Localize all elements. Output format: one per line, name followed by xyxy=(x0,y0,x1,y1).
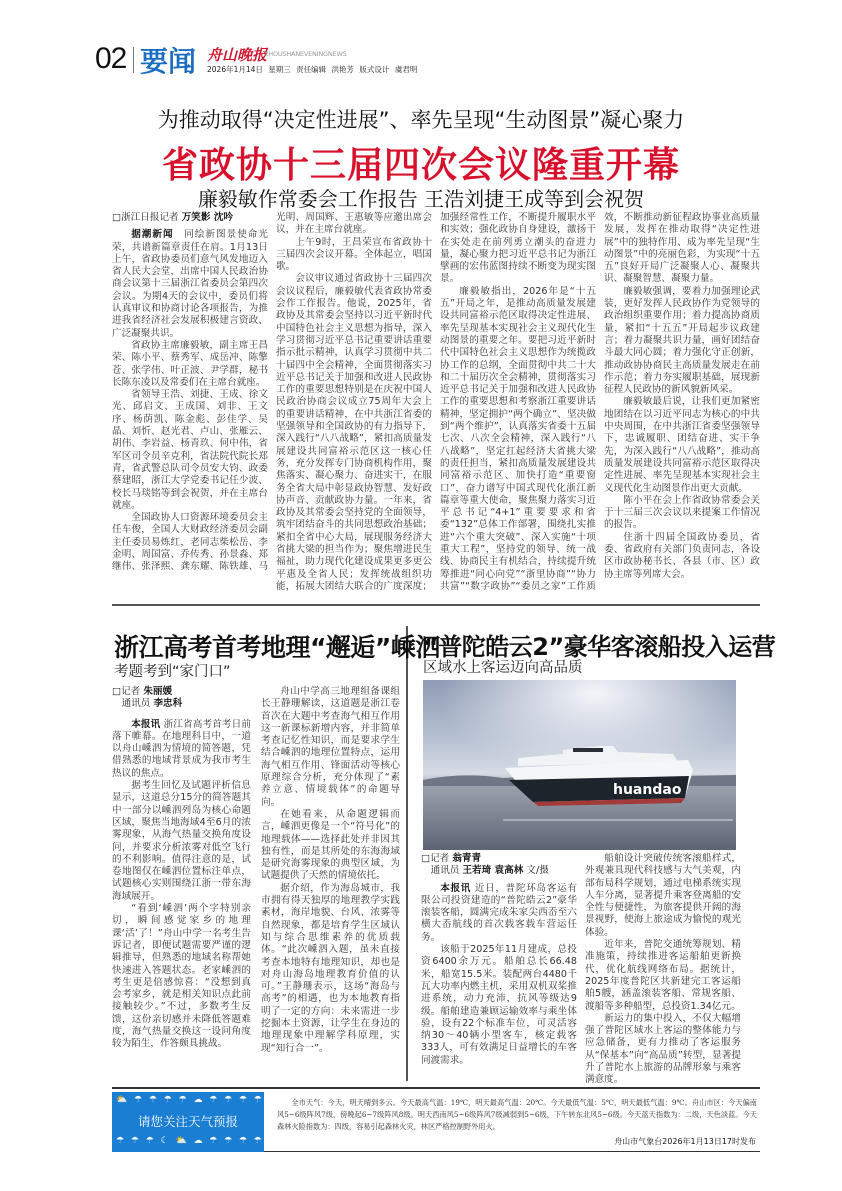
byline-prefix: □记者 xyxy=(112,686,141,697)
lead-headline: 省政协十三届四次会议隆重开幕 xyxy=(161,145,680,186)
ferry-photo xyxy=(423,680,736,850)
page-number: 02 xyxy=(95,42,127,75)
cloud-rain-icon: ☂ xyxy=(116,1136,125,1146)
cloud-rain-icon: ☂ xyxy=(163,1095,172,1105)
lead-kicker: 为推动取得“决定性进展”、率先呈现“生动图景”凝心聚力 xyxy=(157,108,685,132)
paragraph: 近年来，普陀交通统筹规划、精准施策，持续推进客运船舶更新换代，优化航线网络布局。据统计，2025年度普陀区共新建完工客运船舶5艘，涵盖滚装客船、常规客船、渡船等多种船型，总投资1.34亿元。 xyxy=(585,939,741,1012)
paragraph: 廉毅敏最后说，让我们更加紧密地团结在以习近平同志为核心的中共中央周围，在中共浙江省委坚强领导下，忠诚履职、团结奋进、实干争先，为深入践行“八八战略”，推动高质量发展建设共同富裕示范区取得决定性进展、率先呈现基本实现社会主义现代化生动图景作出更大贡献。 xyxy=(604,396,760,494)
byline-prefix: □记者 xyxy=(421,853,450,864)
exam-article-body xyxy=(112,686,400,1055)
cloud-rain-icon: ☂ xyxy=(130,1136,139,1146)
ferry-article-body xyxy=(421,853,741,1087)
paragraph: 廉毅敏强调，要着力加强理论武装，更好发挥人民政协作为党领导的政治组织重要作用；着力提高协商质量，紧扣“十五五”开局起步议政建言；着力凝聚共识力量，画好团结奋斗最大同心圆；着力强化守正创新，推动政协协商民主高质量发展走在前作示范；着力夯实履职基础，展现新征程人民政协的新风貌新风采。 xyxy=(604,285,760,396)
cloud-rain-icon: ☂ xyxy=(238,1136,248,1146)
byline-name: 李忠科 xyxy=(153,698,183,710)
newspaper-logo-en: ZHOUSHANEVENINGNEWS xyxy=(264,50,347,58)
section-divider xyxy=(112,604,760,606)
ferry-photo-drawing xyxy=(423,680,736,850)
cloud-rain-icon: ☂ xyxy=(209,1136,218,1146)
cloud-rain-icon: ☂ xyxy=(134,1095,143,1105)
cloud-rain-icon: ☂ xyxy=(148,1095,157,1105)
ferry-subhead: 区域水上客运迈向高品质 xyxy=(423,660,583,676)
weather-box xyxy=(112,1092,760,1152)
lead-source: 据潮新闻 xyxy=(131,229,174,241)
cloud-icon: ☁ xyxy=(193,1136,203,1146)
paragraph: 廉毅敏指出，2026年是“十五五”开局之年，是推动高质量发展建设共同富裕示范区取得决定性进展、率先呈现基本实现社会主义现代化生动图景的重要之年。要把习近平新时代中国特色社会主义思想作为统揽政协工作的总纲，全面贯彻中共二十大和二十届历次全会精神，贯彻落实习近平总书记关于加强和改进人民政协工作的重要思想和考察浙江重要讲话精神，坚定拥护“两个确立”、坚决做到“两个维护”，认真落实省委十五届七次、八次全会精神，深入践行“八八战略”，坚定扛起经济大省挑大梁的责任担当，紧扣高质量发展建设共同富裕示范区、加快打造“重要窗口”，奋力谱写中国式现代化浙江新篇章等重大使命，聚焦聚力落实习近平总书记“4+1”重要要求和省委“132”总体工作部署，围绕扎实推进“六个重大突破”、深入实施“十项重大工程”，坚持党的领导、统一战线、协商民主有机结合，持续提升统筹推进“同心向党”“浙里协商”“协力共富”“数字政协”“委员之家”工作质效，不断推动新征程政协事业高质量发展，发挥在推动取得“决定性进展”中的独特作用、成为率先呈现“生动图景”中的亮丽色彩，为实现“十五五”良好开局广泛凝聚人心、凝聚共识、凝聚智慧、凝聚力量。 xyxy=(440,212,760,592)
spacer xyxy=(112,711,251,719)
weather-forecast-text: 全市天气：今天，明天晴到多云。今天最高气温：19℃，明天最高气温：20℃。今天最低气温：5℃，明天最低气温：9℃。舟山市区：今天偏南风5~6级阵风7级，傍晚起6~7级阵风8级。明天西南风5~6级阵风7级减弱到5~6级，下午转东北风5~6级。今天蓝天指数为：二级，天色淡蓝。今天森林火险指数为：四级，容易引起森林火灾，林区严格控制野外用火。 xyxy=(277,1098,757,1131)
paragraph: 船舶设计突破传统客滚船样式，外观兼具现代科技感与大气美观，内部布局科学规划，通过电梯系统实现人车分离，显著提升乘客登离船的安全性与便捷性，为旅客提供开阔的海景视野，使海上旅途成为愉悦的观光体验。 xyxy=(585,853,741,938)
paragraph: 新运力的集中投入，不仅大幅增强了普陀区域水上客运的整体能力与应急储备，更有力推动了客运服务从“保基本”向“高品质”转型，显著提升了普陀水上旅游的品牌形象与乘客满意度。 xyxy=(585,1012,741,1086)
exam-byline-corr xyxy=(112,698,251,710)
cloud-rain-icon: ☂ xyxy=(253,1095,262,1105)
lead-source: 本报讯 xyxy=(440,882,472,894)
paragraph: 住浙十四届全国政协委员，省委、省政府有关部门负责同志，各设区市政协秘书长、各县（市、区）政协主席等列席大会。 xyxy=(604,531,760,580)
lead-article-body xyxy=(112,212,760,593)
hull-lettering: huandao xyxy=(613,782,682,798)
byline-prefix: 通讯员 xyxy=(430,865,460,877)
byline-suffix: 文/摄 xyxy=(526,865,549,877)
dateline: 2026年1月14日 星期三 责任编辑 洪艳芳 版式设计 虞君明 xyxy=(207,65,418,74)
paragraph: 上午9时，王昌荣宣布省政协十三届四次会议开幕。全体起立，唱国歌。 xyxy=(276,236,432,273)
cloud-rain-icon: ☂ xyxy=(209,1095,218,1105)
cloud-rain-icon: ☂ xyxy=(145,1136,154,1146)
paragraph: 陈小平在会上作省政协常委会关于十三届三次会议以来提案工作情况的报告。 xyxy=(604,494,760,531)
paragraph-text: 同绘新图景使命光荣，共谱新篇章责任在肩。1月13日上午，省政协委员们意气风发地迈入省人民大会堂，出席中国人民政治协商会议第十三届浙江省委员会第四次会议。为期4天的会议中，委员们将认真审议和协商讨论各项报告，为推进我省经济社会发展积极建言资政、广泛凝聚共识。 xyxy=(112,229,268,339)
moon-icon: ☾ xyxy=(160,1136,169,1146)
lead-byline xyxy=(112,212,268,224)
lead-source: 本报讯 xyxy=(131,718,161,730)
paragraph: “看到‘嵊泗’两个字特别亲切，瞬间感觉家乡的地理课‘活’了！”舟山中学一名考生告诉记者，即便试题需要严谨的逻辑推导，但熟悉的地域名称帮她快速进入答题状态。老家嵊泗的考生更是倍感惊喜：“没想到真会考家乡，就是相关知识点此前接触较少。”不过，多数考生反馈，这份亲切感并未降低答题难度，海气热量交换这一设问角度较为陌生，作答颇具挑战。 xyxy=(112,903,251,1050)
exam-headline: 浙江高考首考地理“邂逅”嵊泗 xyxy=(114,633,440,662)
sun-cloud-icon: ⛅ xyxy=(116,1095,128,1105)
byline-prefix: 通讯员 xyxy=(121,698,151,710)
sun-cloud-icon: ⛅ xyxy=(175,1136,187,1146)
weather-issuer: 舟山市气象台2026年1月13日17时发布 xyxy=(614,1137,756,1146)
cloud-rain-icon: ☂ xyxy=(238,1095,248,1105)
byline-name: 翁青青 xyxy=(452,853,482,864)
paragraph: 舟山中学高三地理组备课组长王静珊解读，这道题是浙江卷首次在大题中考查海气相互作用这一新课标新增内容，并非简单考查记忆性知识，而是要求学生结合嵊泗的地理位置特点，运用海气相互作用、锋面活动等核心原理综合分析，充分体现了“素养立意、情境载体”的命题导向。 xyxy=(261,686,400,808)
exam-subhead: 考题考到“家门口” xyxy=(114,664,231,680)
paragraph: 全国政协人口资源环境委员会主任车俊，全国人大财政经济委员会副主任委员易炼红，老同志柴松岳、李金明、周国富、乔传秀、孙景淼、郑继伟、张泽熙、龚东耀、陈铁雄、马光明、周国辉、王惠敏等应邀出席会议，并在主席台就座。 xyxy=(112,212,432,573)
ferry-byline-reporter xyxy=(421,853,577,865)
section-title: 要闻 xyxy=(140,45,197,78)
cloud-rain-icon: ☂ xyxy=(224,1136,233,1146)
weather-banner xyxy=(112,1092,264,1152)
paragraph: 该船于2025年11月建成，总投资6400余万元。船舶总长66.48米，船宽15.5米。装配两台4480千瓦大功率内燃主机，采用双机双桨推进系统，动力充沛，抗风等级达9级。船舶建造兼顾运输效率与乘坐体验，设有22个标准车位，可灵活容纳30～40辆小型客车，核定载客333人，可有效满足日益增长的车客同渡需求。 xyxy=(421,944,577,1066)
exam-byline-reporter xyxy=(112,686,251,698)
paragraph xyxy=(421,883,577,944)
cloud-icon: ☁ xyxy=(193,1095,203,1105)
byline-prefix: □浙江日报记者 xyxy=(112,212,179,223)
cloud-rain-icon: ☂ xyxy=(178,1095,187,1105)
byline-name: 王若琦 袁高林 xyxy=(462,865,524,877)
weather-top-rule xyxy=(112,1087,760,1089)
lead-deck: 廉毅敏作常委会工作报告 王浩刘捷王成等到会祝贺 xyxy=(197,187,645,211)
paragraph: 会议审议通过省政协十三届四次会议议程后，廉毅敏代表省政协常委会作工作报告。他说，2025年，省政协及其常委会坚持以习近平新时代中国特色社会主义思想为指导，深入学习贯彻习近平总书记重要讲话重要指示批示精神，认真学习贯彻中共二十届四中全会精神，全面贯彻落实习近平总书记关于加强和改进人民政协工作的重要思想特别是在庆祝中国人民政治协商会议成立75周年大会上的重要讲话精神，在中共浙江省委的坚强领导和全国政协的有力指导下，深入践行“八八战略”，紧扣高质量发展建设共同富裕示范区这一核心任务，充分发挥专门协商机构作用，聚焦落实、凝心聚力、奋进实干，在服务全省大局中彰显政协智慧、发好政协声音、贡献政协力量。一年来，省政协及其常委会坚持党的全面领导，筑牢团结奋斗的共同思想政治基础；紧扣全省中心大局，展现服务经济大省挑大梁的担当作为；聚焦增进民生福祉，助力现代化建设成果更多更公平惠及全省人民；发挥统战组织功能，拓展大团结大联合的广度深度；加强经常性工作，不断提升履职水平和实效；强化政协自身建设，激扬干在实处走在前列勇立潮头的奋进力量，凝心聚力把习近平总书记为浙江擘画的宏伟蓝图持续不断变为现实图景。 xyxy=(276,212,596,592)
paragraph: 省政协主席廉毅敏，副主席王昌荣、陈小平、蔡秀军、成岳冲、陈擎苍、张学伟、叶正波、尹学群，秘书长陈东凌以及常委们在主席台就座。 xyxy=(112,339,268,388)
ferry-byline-corr xyxy=(421,865,577,877)
cloud-rain-icon: ☂ xyxy=(224,1095,233,1105)
byline-names: 万笑影 沈吟 xyxy=(181,212,234,223)
paragraph xyxy=(112,719,251,780)
byline-name: 朱丽媛 xyxy=(143,686,173,697)
paragraph: 省领导王浩、刘捷、王成、徐文光、邱启文、王成国、刘非、王文序、杨荫凯、陈金彪、彭佳学、吴晶、刘忻、赵光君、卢山、张雁云、胡伟、李岩益、杨青玖、何中伟，省军区司令员辛克利，省法院代院长郑青，省武警总队司令员安大钧、政委蔡建昭，浙江大学党委书记任少波、校长马琰铭等到会祝贺，并在主席台就座。 xyxy=(112,389,268,511)
paragraph: 在她看来，从命题逻辑而言，嵊泗更像是一个“符号化”的地理载体——选择此处并非因其独有性，而是其所处的东海海域是研究海雾现象的典型区域，为试题提供了天然的情境依托。 xyxy=(261,808,400,882)
paragraph-text: 近日，普陀环岛客运有限公司投资建造的“普陀皓云2”豪华滚装客船，圆满完成朱家尖西岙至六横大岙航线的首次载客载车营运任务。 xyxy=(421,882,578,943)
paragraph: 据考生回忆及试题评析信息显示，这道总分15分的简答题其中一部分以嵊泗列岛为核心命题区域，聚焦当地海域4至6月的浓雾现象，从海气热量交换角度设问，并要求分析浓雾对低空飞行的不利影响。值得注意的是，试卷地图仅在嵊泗位置标注单点，试题核心实则围绕江浙一带东海海域展开。 xyxy=(112,780,251,902)
column-divider xyxy=(406,626,408,1081)
paragraph: 据介绍，作为海岛城市，我市拥有得天独厚的地理教学实践素材，海岸地貌、台风、浓雾等自然现象，都是培育学生区域认知与综合思维素养的优质载体。“此次嵊泗入题，虽未直接考查本地特有地理知识，却也是对舟山海岛地理教育价值的认可。”王静珊表示，这场“海岛与高考”的相遇，也为本地教育指明了一定的方向：未来需进一步挖掘本土资源，让学生在身边的地理现象中理解学科原理，实现“知行合一”。 xyxy=(261,882,400,1054)
weather-icons-bottom xyxy=(116,1136,262,1146)
weather-banner-label: 请您关注天气预报 xyxy=(137,1114,238,1129)
ferry-headline: “普陀皓云2”豪华客滚船投入运营 xyxy=(423,633,776,661)
cloud-rain-icon: ☂ xyxy=(253,1136,262,1146)
masthead-divider xyxy=(133,47,134,73)
paragraph-text: 浙江省高考首考日前落下帷幕。在地理科目中，一道以舟山嵊泗为情境的简答题，凭借熟悉的地域背景成为我市考生热议的焦点。 xyxy=(112,718,251,779)
paragraph xyxy=(112,229,268,340)
weather-icons-top xyxy=(116,1095,262,1105)
newspaper-logo: 舟山晚报 xyxy=(207,46,268,64)
